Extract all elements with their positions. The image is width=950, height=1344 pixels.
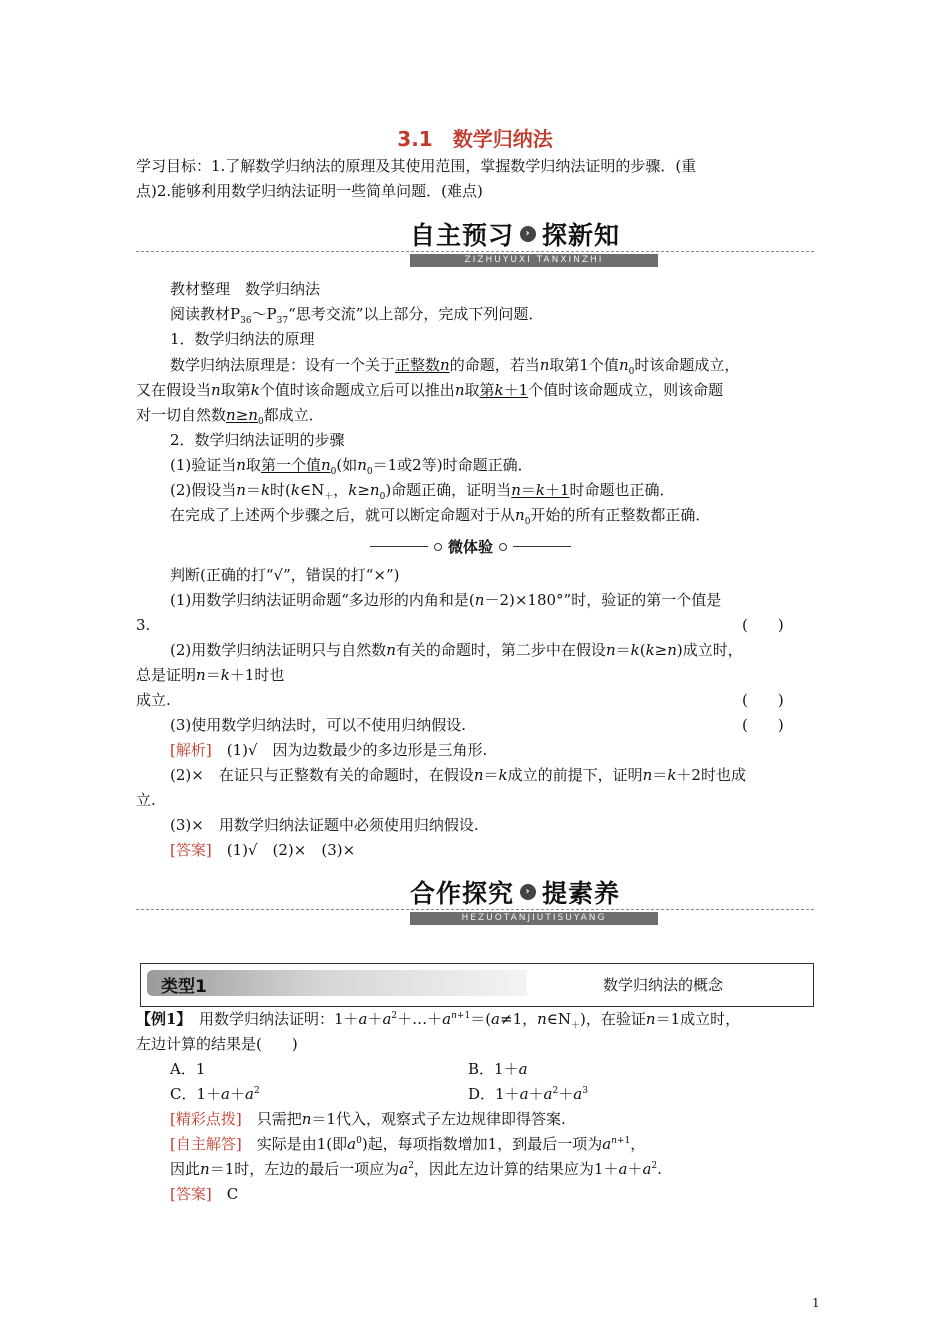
chevron-icon: › — [520, 884, 536, 900]
type-tag — [147, 970, 527, 996]
text-line: [自主解答] 实际是由1(即$a^0$)起，每项指数增加1，到最后一项为$a^{n+1}$， — [170, 1135, 646, 1153]
text-line: 2．数学归纳法证明的步骤 — [170, 431, 345, 449]
text-line: 判断(正确的打“√”，错误的打“×”) — [170, 566, 400, 584]
text-line: 因此n＝1时，左边的最后一项应为$a^2$，因此左边计算的结果应为$1+a+a^2$. — [170, 1160, 662, 1178]
text-line: 又在假设当n取第k个值时该命题成立后可以推出n取第k＋1个值时该命题成立，则该命题 — [136, 381, 724, 399]
text-line: 阅读教材$P_{36}\sim P_{37}“$思考交流”以上部分，完成下列问题． — [170, 305, 544, 326]
banner-pinyin: ZIZHUYUXI TANXINZHI — [410, 254, 658, 267]
divider — [136, 251, 814, 252]
banner-pinyin: HEZUOTANJIUTISUYANG — [410, 912, 658, 925]
text-line: 成立. — [136, 691, 171, 709]
chevron-icon: › — [520, 226, 536, 242]
page-title: 3.1 数学归纳法 — [397, 127, 553, 151]
banner-left-text: 自主预习 — [410, 221, 515, 250]
answer-paren: ( ) — [742, 691, 784, 709]
text-line: 【例1】 用数学归纳法证明：$1+a+a^2+\dots+a^{n+1}=(a\ne 1$，$n\in N_+$)，在验证n＝1成立时， — [136, 1010, 741, 1031]
text-line: [答案] (1)√ (2)× (3)× — [170, 841, 356, 859]
mini-heading — [370, 536, 571, 557]
answer-paren: ( ) — [742, 716, 784, 734]
text-line: 数学归纳法原理是：设有一个关于正整数n的命题，若当n取第1个值$n_0$时该命题成立， — [170, 356, 740, 377]
text-line: (3)使用数学归纳法时，可以不使用归纳假设. — [170, 716, 467, 734]
text-line: [答案] C — [170, 1185, 239, 1203]
banner-right-text: 探新知 — [542, 221, 621, 250]
option-d: D．$1+a+a^2+a^3$ — [468, 1085, 588, 1103]
type-box — [140, 963, 814, 1007]
objectives-line-2: 点)2.能够利用数学归纳法证明一些简单问题．(难点) — [136, 182, 483, 200]
mini-heading-text: 微体验 — [448, 538, 494, 556]
text-line: 教材整理 数学归纳法 — [170, 280, 321, 298]
text-line: 3. — [136, 616, 151, 634]
text-line: 对一切自然数$n\ge n_0$都成立． — [136, 406, 324, 427]
text-line: 1．数学归纳法的原理 — [170, 330, 315, 348]
text-line: (2)假设当n＝k时($k\in N_+$，$k\ge n_0$)命题正确，证明当n＝k＋1时命题也正确． — [170, 481, 675, 502]
text-line: [精彩点拨] 只需把n＝1代入，观察式子左边规律即得答案. — [170, 1110, 566, 1128]
page-number: 1 — [812, 1296, 820, 1310]
type-label: 类型1 — [161, 977, 207, 997]
text-line: (1)用数学归纳法证明命题“多边形的内角和是(n－2)×180°”时，验证的第一个值是 — [170, 591, 722, 609]
objectives-line-1: 学习目标：1.了解数学归纳法的原理及其使用范围，掌握数学归纳法证明的步骤．(重 — [136, 157, 697, 175]
text-line: 立. — [136, 791, 156, 809]
option-c: C．$1+a+a^2$ — [170, 1085, 260, 1103]
section-banner-preview — [410, 216, 658, 266]
text-line: (2)用数学归纳法证明只与自然数n有关的命题时，第二步中在假设n＝k(k≥n)成立时， — [170, 641, 743, 659]
type-title: 数学归纳法的概念 — [603, 976, 724, 994]
text-line: [解析] (1)√ 因为边数最少的多边形是三角形. — [170, 741, 488, 759]
option-b: B．1＋a — [468, 1060, 528, 1078]
text-line: 左边计算的结果是( ) — [136, 1035, 298, 1053]
text-line: (2)× 在证只与正整数有关的命题时，在假设n＝k成立的前提下，证明n＝k＋2时也成 — [170, 766, 746, 784]
section-banner-explore — [410, 874, 658, 924]
text-line: (1)验证当n取第一个值$n_0$(如$n_0=1$或2等)时命题正确． — [170, 456, 533, 477]
text-line: 在完成了上述两个步骤之后，就可以断定命题对于从$n_0$开始的所有正整数都正确． — [170, 506, 711, 527]
text-line: 总是证明n＝k＋1时也 — [136, 666, 285, 684]
banner-right-text: 提素养 — [542, 879, 621, 908]
banner-left-text: 合作探究 — [410, 879, 515, 908]
option-a: A．1 — [170, 1060, 206, 1078]
text-line: (3)× 用数学归纳法证题中必须使用归纳假设. — [170, 816, 479, 834]
answer-paren: ( ) — [742, 616, 784, 634]
divider — [136, 909, 814, 910]
